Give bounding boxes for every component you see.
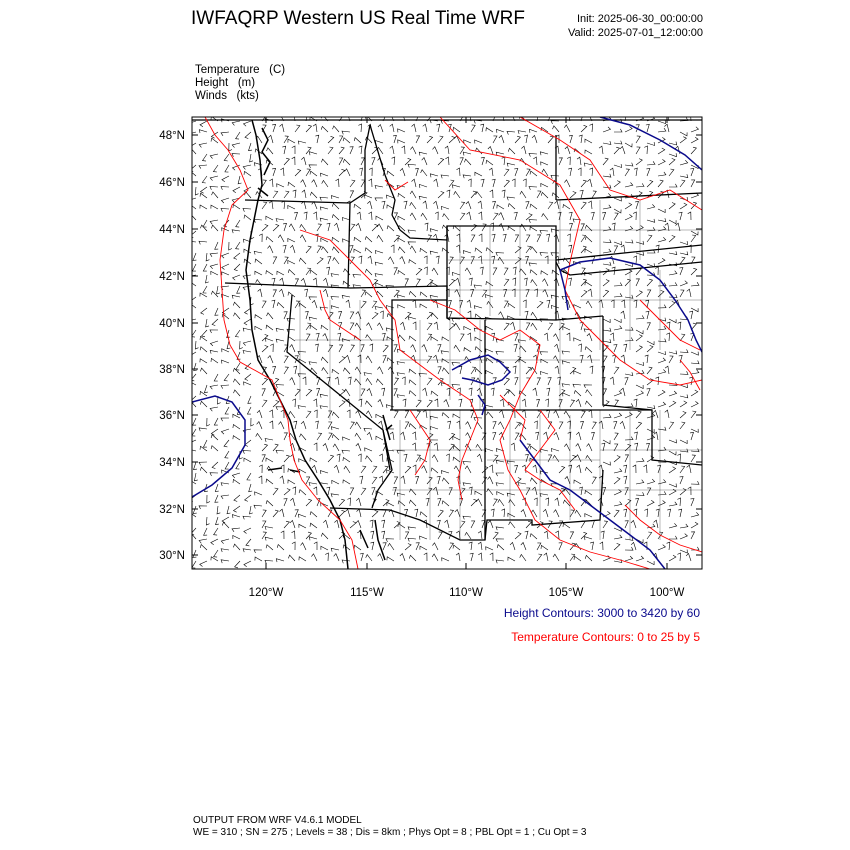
latitude-labels [159,130,185,562]
lat-label: 32°N [159,504,185,516]
field-winds: Winds (kts) [195,90,259,102]
lat-label: 46°N [159,177,185,189]
lat-label: 44°N [159,224,185,236]
height-contour-legend: Height Contours: 3000 to 3420 by 60 [503,606,700,620]
field-temperature: Temperature (C) [195,64,286,76]
lat-label: 40°N [159,318,185,330]
model-version: OUTPUT FROM WRF V4.6.1 MODEL [193,815,362,826]
field-height: Height (m) [195,77,256,89]
valid-time: Valid: 2025-07-01_12:00:00 [568,27,703,39]
lon-label: 115°W [350,587,384,599]
model-footer [193,815,586,839]
lon-label: 120°W [248,587,284,599]
init-time: Init: 2025-06-30_00:00:00 [577,13,703,25]
lat-label: 48°N [159,130,185,142]
lat-label: 34°N [159,457,185,469]
temperature-contour-legend: Temperature Contours: 0 to 25 by 5 [511,630,700,644]
lat-label: 42°N [159,271,185,283]
model-config: WE = 310 ; SN = 275 ; Levels = 38 ; Dis = 8km ; Phys Opt = 8 ; PBL Opt = 1 ; Cu Opt = 3 [193,827,587,838]
plot-title: IWFAQRP Western US Real Time WRF [191,8,525,29]
longitude-labels [249,587,685,599]
lat-label: 36°N [159,410,185,422]
lon-label: 110°W [449,587,483,599]
lat-label: 38°N [159,364,185,376]
lat-label: 30°N [159,550,185,562]
lon-label: 100°W [649,587,685,599]
map-background [192,117,702,569]
lon-label: 105°W [548,587,584,599]
